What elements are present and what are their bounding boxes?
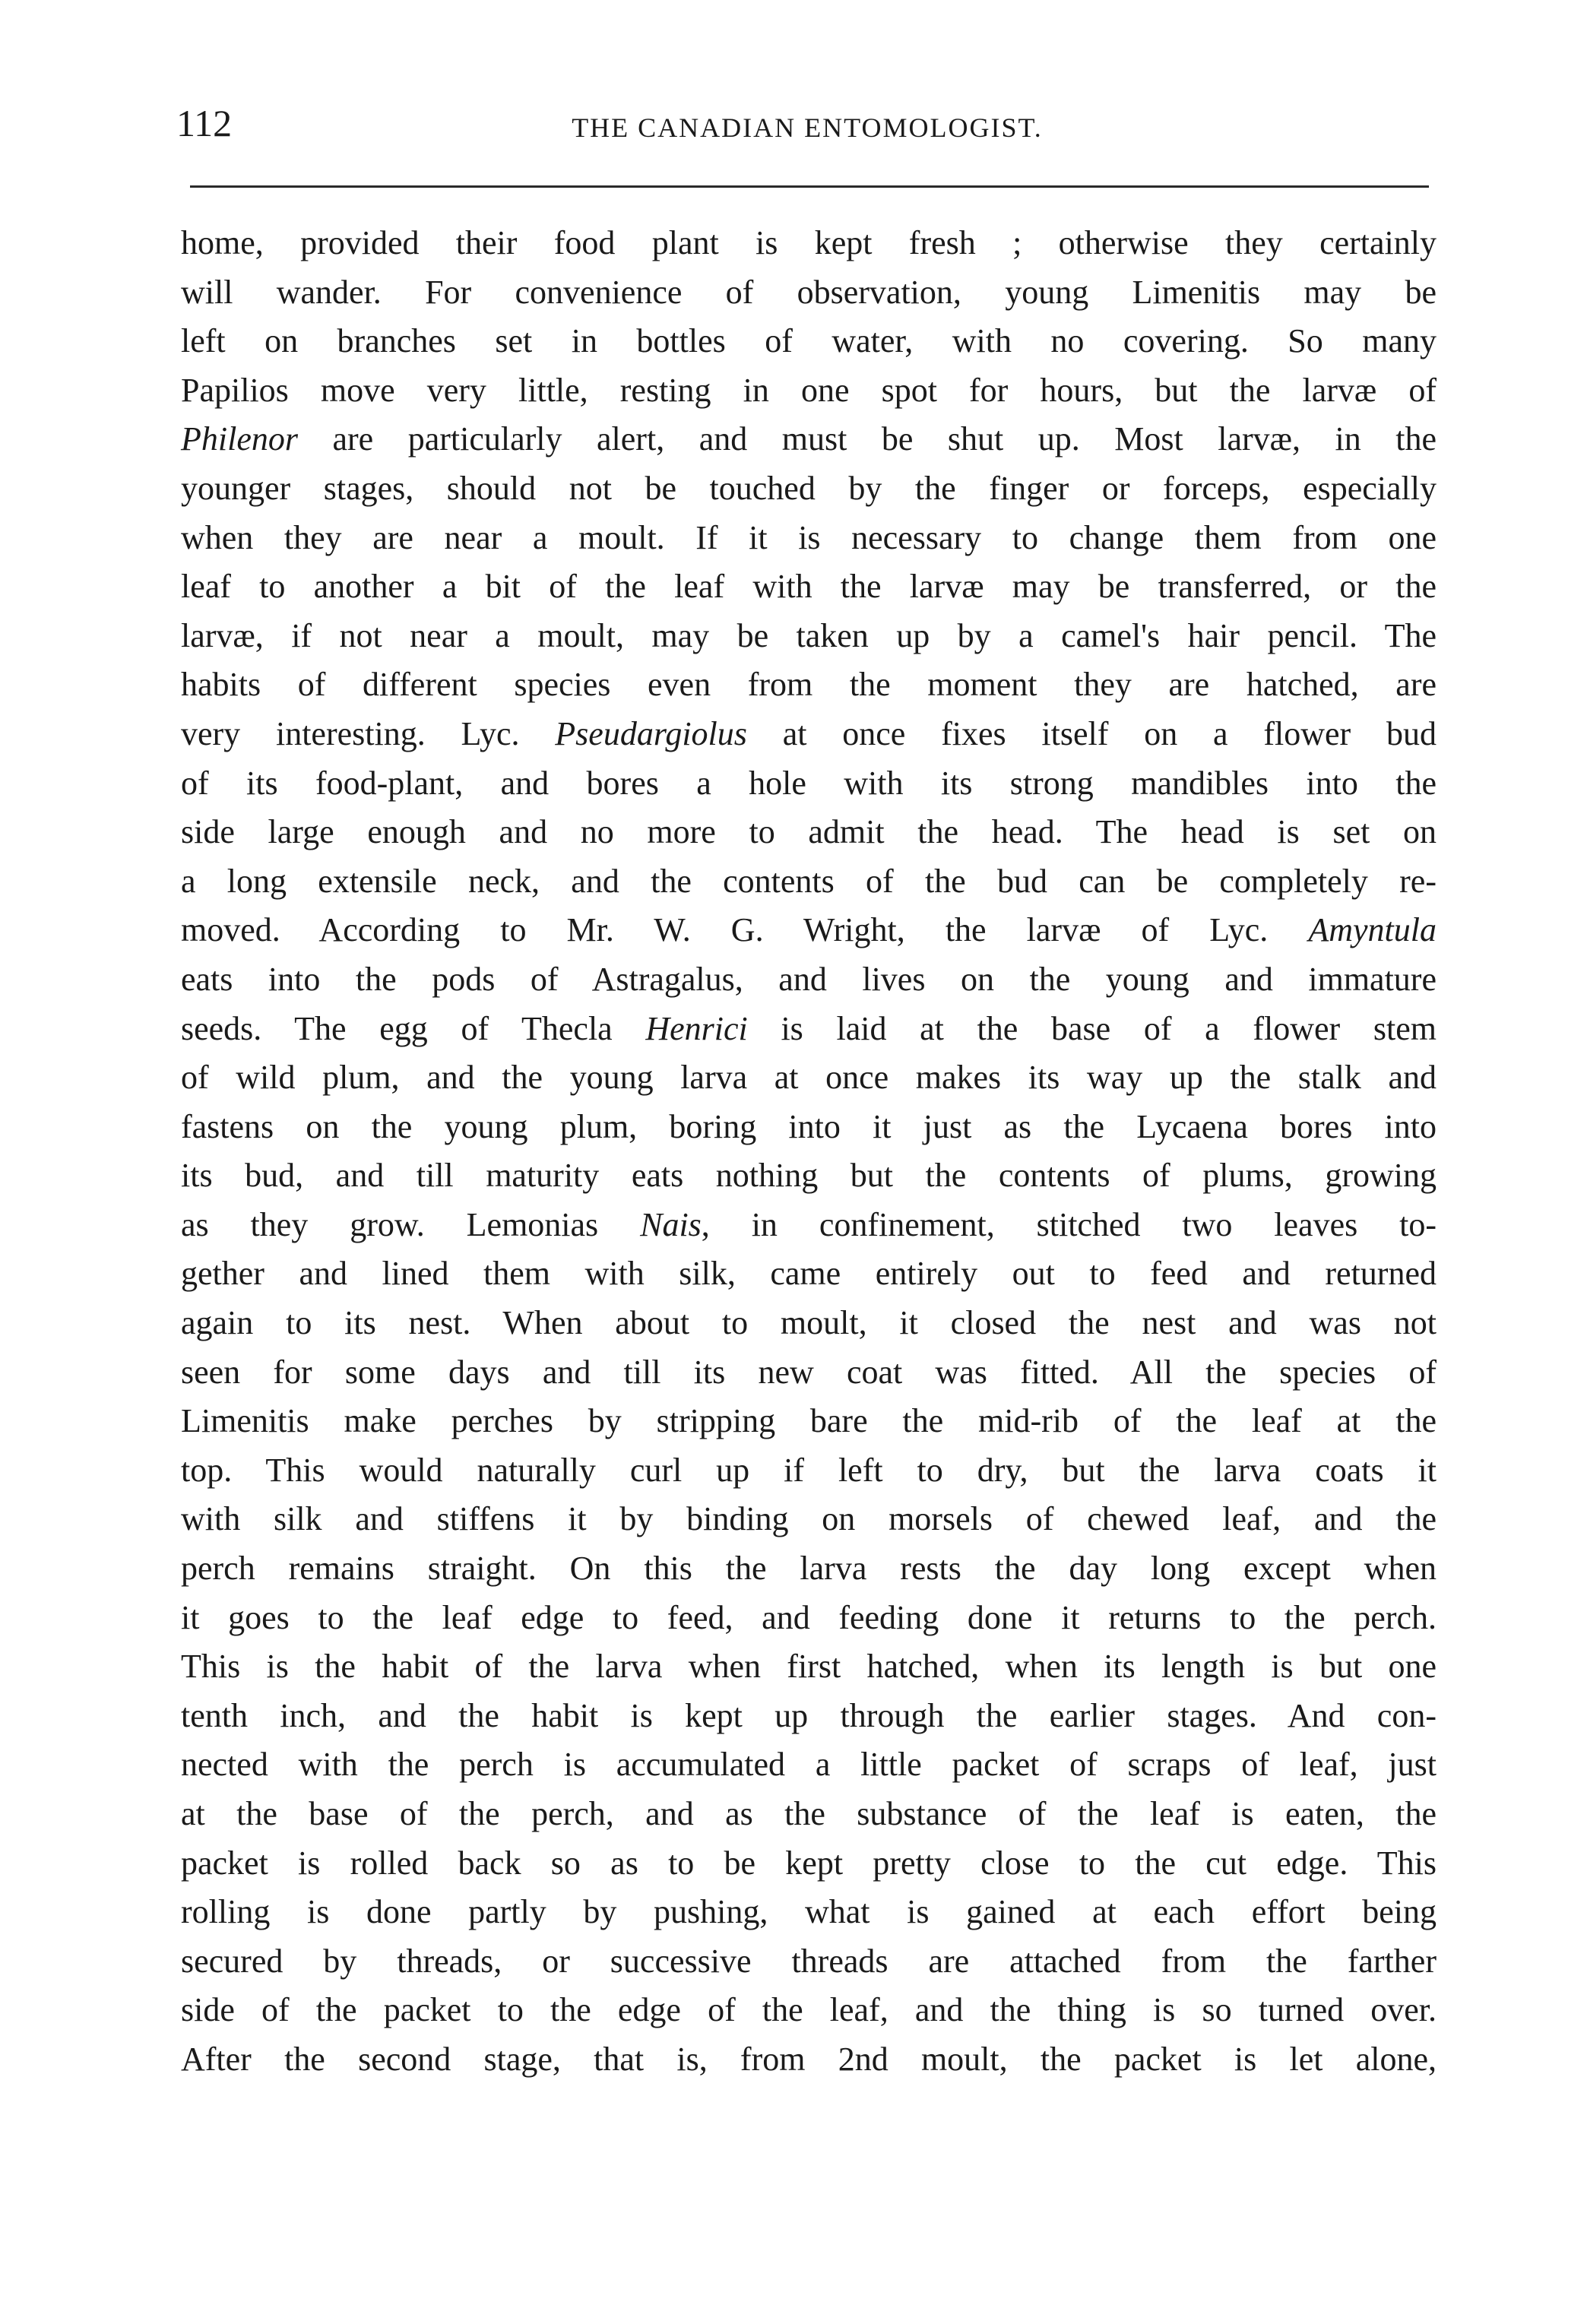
text-line bbox=[181, 710, 1437, 759]
text-line bbox=[181, 464, 1437, 514]
text-run: Papilios move very little, resting in one spot for hours, but the larvæ of bbox=[181, 371, 1437, 409]
text-line bbox=[181, 268, 1437, 318]
text-line bbox=[181, 857, 1437, 907]
text-run: will wander. For convenience of observation, young Limenitis may be bbox=[181, 273, 1437, 311]
text-run: seeds. The egg of Thecla bbox=[181, 1009, 646, 1047]
text-run: home, provided their food plant is kept fresh ; otherwise they certainly bbox=[181, 224, 1437, 261]
text-line bbox=[181, 1544, 1437, 1594]
header-rule bbox=[190, 185, 1429, 188]
text-line bbox=[181, 1397, 1437, 1446]
text-line bbox=[181, 1005, 1437, 1054]
text-run: After the second stage, that is, from 2nd moult, the packet is let alone, bbox=[181, 2040, 1437, 2078]
text-run: , in confinement, stitched two leaves to- bbox=[701, 1205, 1437, 1243]
text-run: side of the packet to the edge of the leaf, and the thing is so turned over. bbox=[181, 1991, 1437, 2029]
text-line bbox=[181, 219, 1437, 268]
text-run: as they grow. Lemonias bbox=[181, 1205, 641, 1243]
page-header bbox=[176, 100, 1438, 154]
text-run: at the base of the perch, and as the substance of the leaf is eaten, the bbox=[181, 1795, 1437, 1832]
text-run: habits of different species even from the moment they are hatched, are bbox=[181, 666, 1437, 704]
text-line bbox=[181, 1642, 1437, 1692]
text-line bbox=[181, 1348, 1437, 1398]
text-line bbox=[181, 366, 1437, 416]
text-line bbox=[181, 1888, 1437, 1937]
text-run: packet is rolled back so as to be kept pretty close to the cut edge. This bbox=[181, 1844, 1437, 1882]
text-run: a long extensile neck, and the contents of the bud can be completely re- bbox=[181, 862, 1437, 900]
italic-term: Nais bbox=[640, 1205, 702, 1243]
text-line bbox=[181, 1937, 1437, 1987]
text-run: larvæ, if not near a moult, may be taken up by a camel's hair pencil. The bbox=[181, 616, 1437, 654]
text-line bbox=[181, 1495, 1437, 1544]
text-run: eats into the pods of Astragalus, and lives on the young and immature bbox=[181, 960, 1437, 998]
text-run: seen for some days and till its new coat was fitted. All the species of bbox=[181, 1353, 1437, 1391]
text-run: its bud, and till maturity eats nothing but the contents of plums, growing bbox=[181, 1157, 1437, 1195]
text-line bbox=[181, 1053, 1437, 1103]
text-line bbox=[181, 1986, 1437, 2035]
text-run: with silk and stiffens it by binding on morsels of chewed leaf, and the bbox=[181, 1500, 1437, 1538]
text-line bbox=[181, 1740, 1437, 1790]
text-line bbox=[181, 1201, 1437, 1250]
text-run: fastens on the young plum, boring into it just as the Lycaena bores into bbox=[181, 1107, 1437, 1145]
text-line bbox=[181, 415, 1437, 464]
text-run: very interesting. Lyc. bbox=[181, 714, 556, 752]
text-run: nected with the perch is accumulated a little packet of scraps of leaf, just bbox=[181, 1746, 1437, 1784]
text-line bbox=[181, 1594, 1437, 1643]
text-line bbox=[181, 955, 1437, 1005]
text-run: is laid at the base of a flower stem bbox=[747, 1009, 1437, 1047]
text-line bbox=[181, 317, 1437, 366]
text-run: moved. According to Mr. W. G. Wright, the larvæ of Lyc. bbox=[181, 911, 1309, 949]
italic-term: Amyntula bbox=[1308, 911, 1437, 949]
text-line bbox=[181, 1839, 1437, 1889]
text-run: This is the habit of the larva when first hatched, when its length is but one bbox=[181, 1648, 1437, 1686]
text-line bbox=[181, 2035, 1437, 2085]
text-line bbox=[181, 1249, 1437, 1299]
text-run: when they are near a moult. If it is necessary to change them from one bbox=[181, 518, 1437, 556]
text-line bbox=[181, 759, 1437, 809]
text-line bbox=[181, 1790, 1437, 1839]
italic-term: Pseudargiolus bbox=[555, 714, 747, 752]
text-line bbox=[181, 808, 1437, 857]
text-run: of its food-plant, and bores a hole with its strong mandibles into the bbox=[181, 764, 1437, 802]
text-run: secured by threads, or successive threads are attached from the farther bbox=[181, 1942, 1437, 1980]
text-run: younger stages, should not be touched by the finger or forceps, especially bbox=[181, 469, 1437, 507]
text-line bbox=[181, 1103, 1437, 1152]
text-run: gether and lined them with silk, came entirely out to feed and returned bbox=[181, 1255, 1437, 1293]
text-run: at once fixes itself on a flower bud bbox=[746, 714, 1437, 752]
text-run: side large enough and no more to admit the head. The head is set on bbox=[181, 813, 1437, 851]
page-number: 112 bbox=[176, 102, 233, 144]
text-run: again to its nest. When about to moult, it closed the nest and was not bbox=[181, 1304, 1437, 1342]
text-line bbox=[181, 1299, 1437, 1348]
text-line bbox=[181, 562, 1437, 612]
text-run: of wild plum, and the young larva at once makes its way up the stalk and bbox=[181, 1059, 1437, 1097]
text-run: Limenitis make perches by stripping bare the mid-rib of the leaf at the bbox=[181, 1402, 1437, 1440]
body-text bbox=[181, 219, 1437, 2085]
running-title: THE CANADIAN ENTOMOLOGIST. bbox=[572, 112, 1043, 143]
text-run: tenth inch, and the habit is kept up through the earlier stages. And con- bbox=[181, 1696, 1437, 1734]
text-run: perch remains straight. On this the larva rests the day long except when bbox=[181, 1550, 1437, 1588]
text-line bbox=[181, 1446, 1437, 1496]
text-run: top. This would naturally curl up if left to dry, but the larva coats it bbox=[181, 1451, 1437, 1489]
text-line bbox=[181, 612, 1437, 661]
text-line bbox=[181, 1151, 1437, 1201]
italic-term: Henrici bbox=[645, 1009, 748, 1047]
text-run: it goes to the leaf edge to feed, and feeding done it returns to the perch. bbox=[181, 1598, 1437, 1636]
text-run: left on branches set in bottles of water, with no covering. So many bbox=[181, 322, 1437, 360]
italic-term: Philenor bbox=[181, 420, 298, 458]
text-run: leaf to another a bit of the leaf with the larvæ may be transferred, or the bbox=[181, 568, 1437, 606]
text-line bbox=[181, 1692, 1437, 1741]
text-line bbox=[181, 906, 1437, 955]
text-run: are particularly alert, and must be shut up. Most larvæ, in the bbox=[297, 420, 1437, 458]
text-line bbox=[181, 514, 1437, 563]
text-line bbox=[181, 660, 1437, 710]
text-run: rolling is done partly by pushing, what is gained at each effort being bbox=[181, 1893, 1437, 1931]
